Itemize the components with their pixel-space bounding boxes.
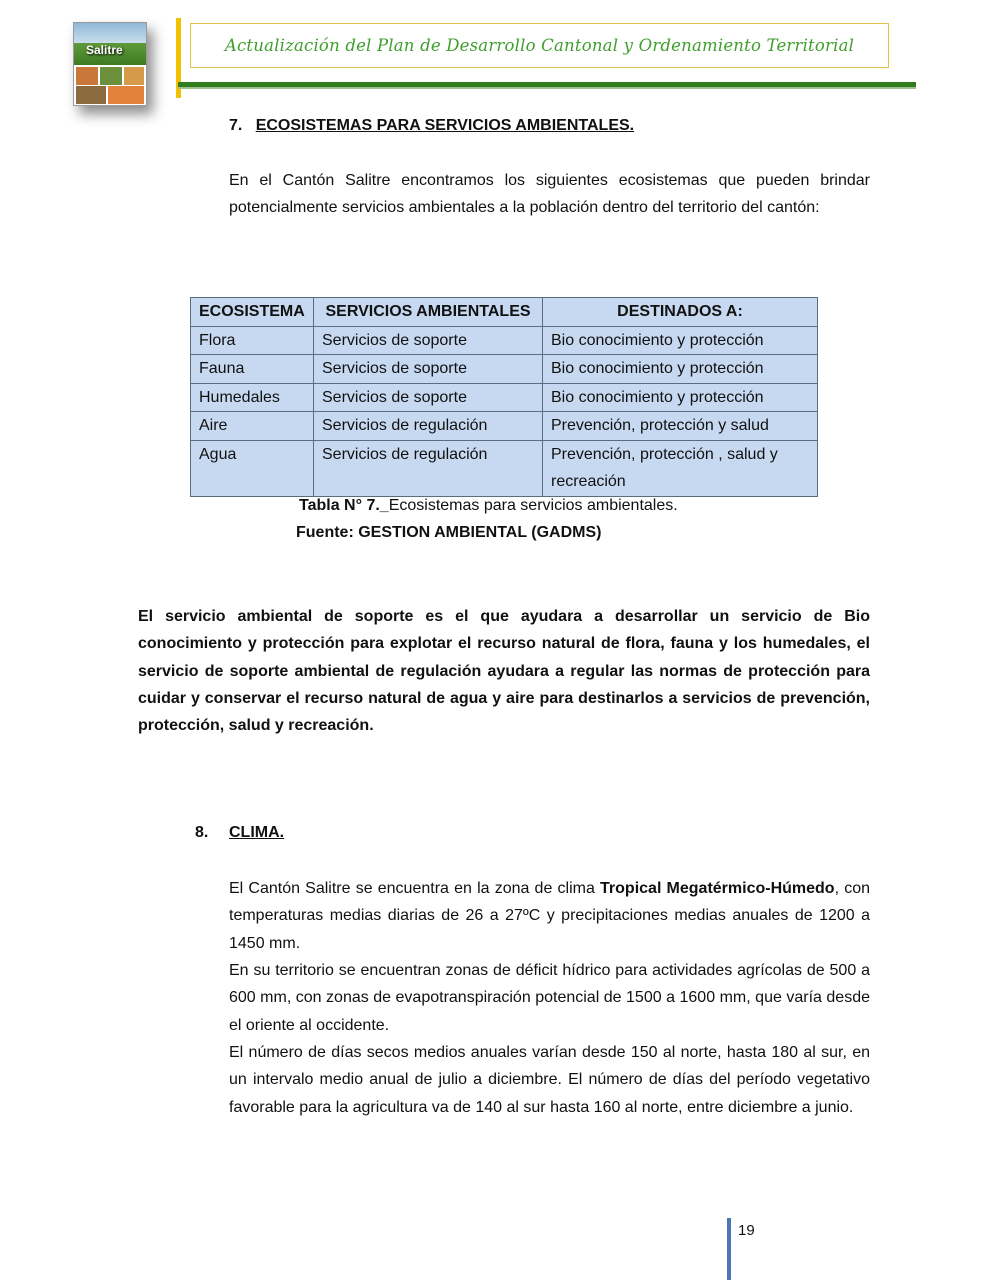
header-title: Actualización del Plan de Desarrollo Cantonal y Ordenamiento Territorial xyxy=(224,36,855,55)
table-caption xyxy=(299,497,678,515)
table-header-cell: ECOSISTEMA xyxy=(191,298,314,327)
section-7-heading xyxy=(229,117,634,135)
table-cell: Servicios de soporte xyxy=(314,355,543,384)
climate-paragraph-3: El número de días secos medios anuales varían desde 150 al norte, hasta 180 al sur, en un intervalo medio anual de julio a diciembre. El número de días del período vegetativo favorable para la agricultura va de 140 al sur hasta 160 al norte, entre diciembre a junio. xyxy=(229,1044,870,1116)
table-header-cell: DESTINADOS A: xyxy=(543,298,818,327)
logo-text: Salitre xyxy=(86,43,123,57)
table-row xyxy=(191,326,818,355)
table-cell: Prevención, protección , salud y recreación xyxy=(543,440,818,496)
section-7-title: ECOSISTEMAS PARA SERVICIOS AMBIENTALES. xyxy=(255,117,635,134)
table-cell: Bio conocimiento y protección xyxy=(543,383,818,412)
table-row xyxy=(191,355,818,384)
logo-photo-tile xyxy=(76,67,98,85)
table-row xyxy=(191,383,818,412)
climate-paragraph-1 xyxy=(229,875,870,957)
table-cell: Servicios de soporte xyxy=(314,383,543,412)
section-8-number: 8. xyxy=(195,824,209,841)
logo-photo-tile xyxy=(76,86,106,104)
table-cell: Aire xyxy=(191,412,314,441)
table-cell: Humedales xyxy=(191,383,314,412)
table-cell: Prevención, protección y salud xyxy=(543,412,818,441)
table-cell: Fauna xyxy=(191,355,314,384)
table-source: Fuente: GESTION AMBIENTAL (GADMS) xyxy=(296,524,602,541)
salitre-logo xyxy=(73,22,147,106)
header-rule-shadow xyxy=(178,87,916,89)
table-cell: Servicios de regulación xyxy=(314,440,543,496)
page-number-rule xyxy=(727,1218,731,1280)
section-8-heading xyxy=(195,824,284,842)
section-7-number: 7. xyxy=(229,117,243,134)
climate-paragraph-2: En su territorio se encuentran zonas de déficit hídrico para actividades agrícolas de 500 a 600 mm, con zonas de evapotranspiración potencial de 1500 a 1600 mm, que varía desde el oriente al occidente. xyxy=(229,962,870,1034)
summary-paragraph: El servicio ambiental de soporte es el que ayudara a desarrollar un servicio de Bio conocimiento y protección para explotar el recurso natural de flora, fauna y los humedales, el servicio de soporte ambiental de regulación ayudara a regular las normas de protección para cuidar y conservar el recurso natural de agua y aire para destinarlos a servicios de prevención, protección, salud y recreación. xyxy=(138,608,870,735)
table-cell: Flora xyxy=(191,326,314,355)
section-8-title: CLIMA. xyxy=(229,824,285,841)
logo-sky xyxy=(74,23,146,45)
ecosystems-table xyxy=(190,297,818,497)
climate-p1-end: , con temperaturas medias diarias de 26 a 27ºC y precipitaciones medias anuales de 1200 a 1450 mm. xyxy=(229,880,870,952)
table-cell: Servicios de soporte xyxy=(314,326,543,355)
table-row xyxy=(191,440,818,496)
logo-photo-tile xyxy=(108,86,144,104)
table-cell: Bio conocimiento y protección xyxy=(543,355,818,384)
table-cell: Agua xyxy=(191,440,314,496)
header-title-box xyxy=(190,23,889,68)
climate-p1-start: El Cantón Salitre se encuentra en la zona de clima xyxy=(229,880,601,897)
table-cell: Bio conocimiento y protección xyxy=(543,326,818,355)
table-row xyxy=(191,412,818,441)
table-caption-label: Tabla N° 7._ xyxy=(299,497,389,514)
table-header-cell: SERVICIOS AMBIENTALES xyxy=(314,298,543,327)
climate-type: Tropical Megatérmico-Húmedo xyxy=(600,880,835,897)
table-header-row xyxy=(191,298,818,327)
section-7-intro: En el Cantón Salitre encontramos los siguientes ecosistemas que pueden brindar potencialmente servicios ambientales a la población dentro del territorio del cantón: xyxy=(229,172,870,217)
page-number: 19 xyxy=(738,1222,755,1239)
table-caption-text: Ecosistemas para servicios ambientales. xyxy=(388,497,678,514)
logo-photo-tile xyxy=(124,67,144,85)
table-cell: Servicios de regulación xyxy=(314,412,543,441)
logo-photo-tile xyxy=(100,67,122,85)
